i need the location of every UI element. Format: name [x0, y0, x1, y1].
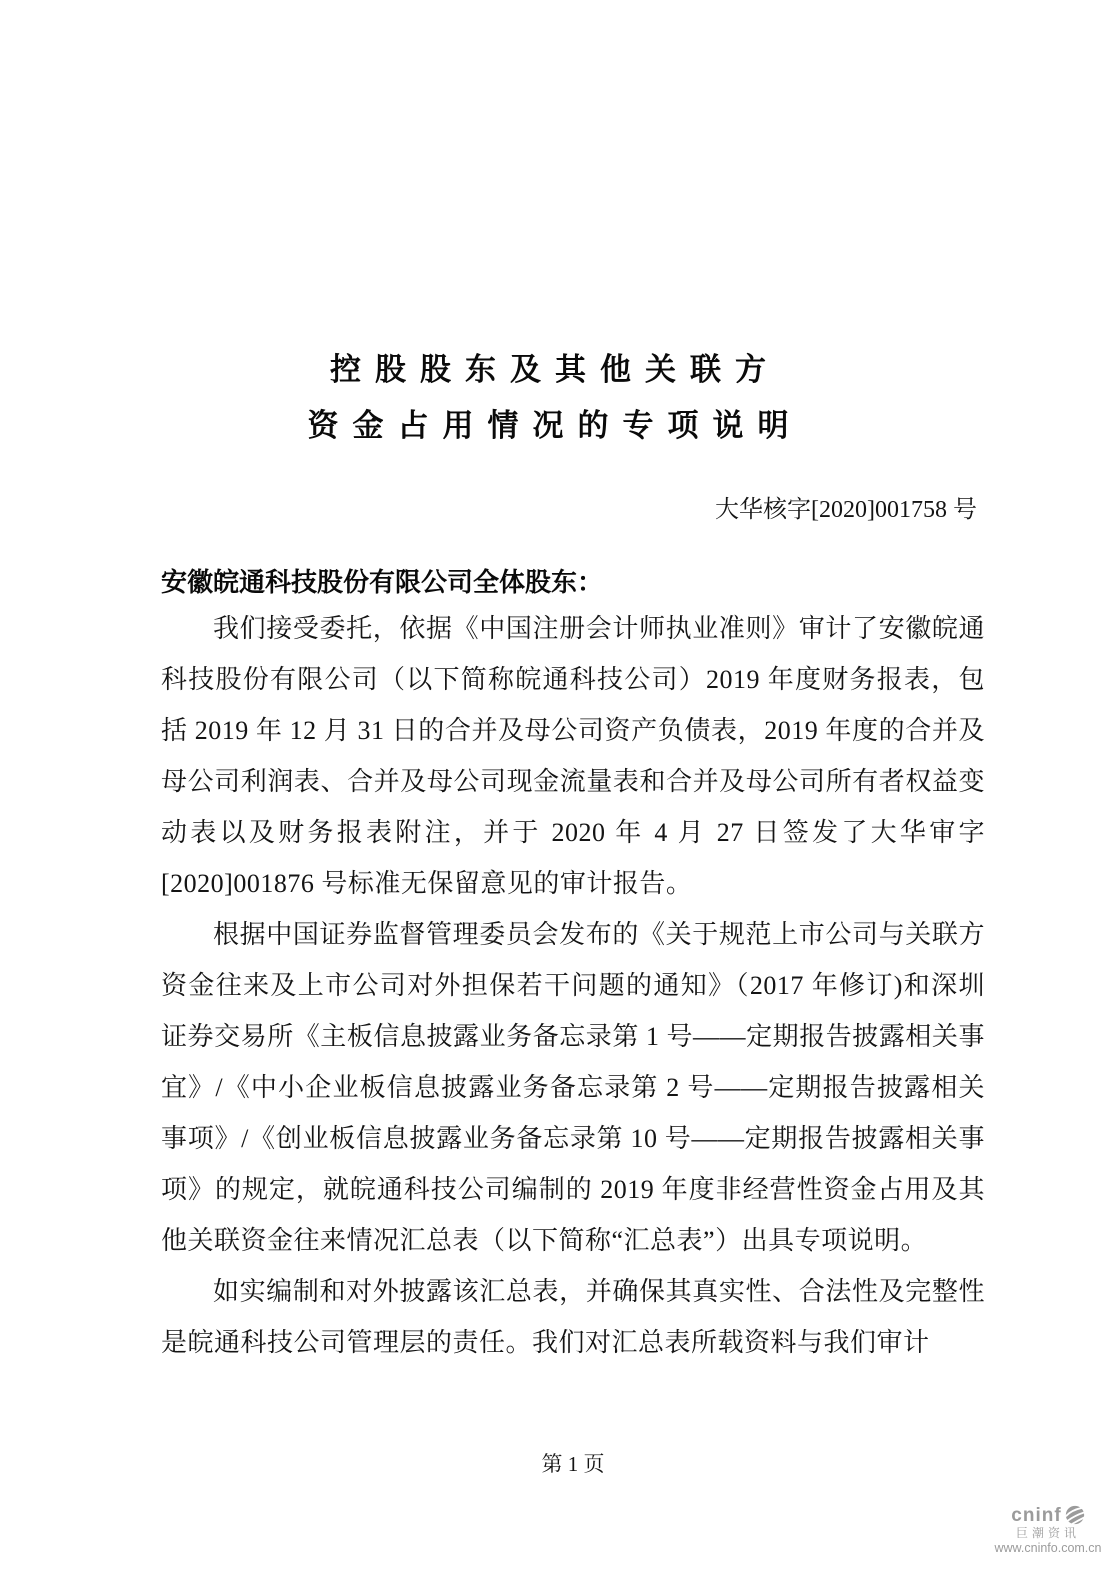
salutation: 安徽皖通科技股份有限公司全体股东：: [161, 568, 604, 597]
cninfo-swirl-icon: [1065, 1505, 1085, 1525]
title-line-2: 资金占用情况的专项说明: [307, 408, 803, 443]
document-title: [0, 342, 1110, 454]
reference-number: 大华核字[2020]001758 号: [715, 497, 977, 523]
cninfo-brand-text: cninf: [1011, 1504, 1062, 1526]
cninfo-watermark: [994, 1505, 1102, 1556]
paragraph-responsibility: 如实编制和对外披露该汇总表，并确保其真实性、合法性及完整性是皖通科技公司管理层的责任。我们对汇总表所载资料与我们审计: [161, 1277, 985, 1357]
paragraph-audit-scope: 我们接受委托，依据《中国注册会计师执业准则》审计了安徽皖通科技股份有限公司（以下简称皖通科技公司）2019 年度财务报表，包括 2019 年 12 月 31 日的合并及母公司资产负债表，2019 年度的合并及母公司利润表、合并及母公司现金流量表和合并及母公司所有者权益变动表以及财务报表附注，并于 2020 年 4 月 27 日签发了大华审字[2020]001876 号标准无保留意见的审计报告。: [161, 614, 985, 898]
document-body: [161, 563, 985, 1368]
cninfo-website: www.cninfo.com.cn: [994, 1541, 1102, 1555]
title-line-1: 控股股东及其他关联方: [330, 352, 780, 387]
page-number: 第 1 页: [541, 1452, 605, 1476]
paragraph-regulation-basis: 根据中国证券监督管理委员会发布的《关于规范上市公司与关联方资金往来及上市公司对外担保若干问题的通知》（2017 年修订)和深圳证券交易所《主板信息披露业务备忘录第 1 号——定期报告披露相关事宜》/《中小企业板信息披露业务备忘录第 2 号——定期报告披露相关事项》/《创业板信息披露业务备忘录第 10 号——定期报告披露相关事项》的规定，就皖通科技公司编制的 2019 年度非经营性资金占用及其他关联资金往来情况汇总表（以下简称“汇总表”）出具专项说明。: [161, 920, 985, 1255]
cninfo-chinese-name: 巨潮资讯: [1015, 1526, 1080, 1540]
page-footer: [161, 1450, 985, 1478]
cninfo-brand-row: [994, 1505, 1102, 1525]
